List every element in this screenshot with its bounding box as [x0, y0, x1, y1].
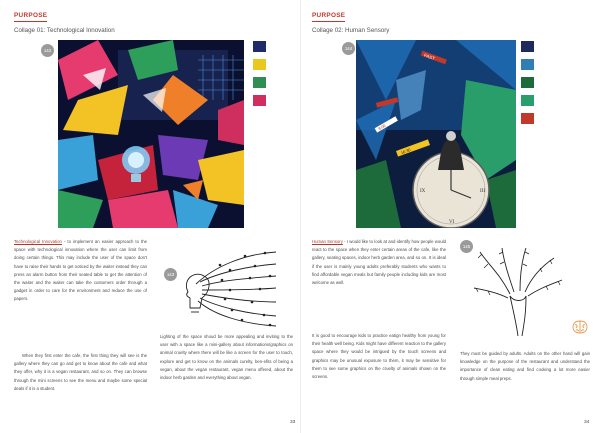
svg-text:VI: VI: [449, 220, 455, 225]
brain-icon: [572, 320, 588, 334]
color-swatch: [521, 95, 534, 106]
roots-sketch: [470, 244, 570, 340]
collage-badge-right: 144: [342, 42, 355, 55]
color-swatch: [521, 77, 534, 88]
left-paragraph-3: Lighting of the space shoud be more appealing and inviting to the user with a space like a mini-gallery about informations/graphics on animal cruelty where there will be like a screen for the user to touch, explore and get to know on the animals curelty, ben-efits of being a vegan, about the vegan restaurant, vegan menu offered, about the indoor herb garden and everything about vegan.: [160, 334, 293, 381]
left-heading-underline: [14, 21, 47, 22]
right-page-heading: PURPOSE: [312, 12, 346, 19]
left-page-heading: PURPOSE: [14, 12, 48, 19]
color-swatch: [253, 77, 266, 88]
collage-text-bit: 8:00: [377, 122, 387, 132]
right-paragraph-1-body: - I would like to look at and identify how people would react to the space when they enter certain areas of the cafe, like the gallery, seating spaces, indoor herb garden area, and so on. It is ideal if the user is mainly young adults preferably students who wants to find affordable vegan meals but family people including kids are most welcome as well.: [312, 239, 446, 286]
illustration-badge-right: 145: [460, 240, 473, 253]
collage-text-bit: 16:30: [400, 147, 412, 156]
illustration-badge-left: 143: [164, 268, 177, 281]
right-page-subtitle: Collage 02: Human Sensory: [312, 27, 390, 34]
right-heading-underline: [312, 21, 345, 22]
right-paragraph-3: They must be guided by adults. Adults on the other hand will gain knowledge on the purpose of the restaurant and understand the importance of clean eating and find cooking a lot more easier through simple meal preps.: [460, 351, 590, 381]
color-swatch: [253, 95, 266, 106]
color-swatch: [253, 59, 266, 70]
left-paragraph-1-lead: Technological Innovation: [14, 239, 62, 244]
right-paragraph-1-lead: Human Sensory: [312, 239, 343, 244]
left-paragraph-2: When they first enter the cafe, the first thing they will see is the gallery where they can go and get to know about the cafe and what they offer, why it is a vegan restaurant, and so on. They can browse through the mini screens to see the menu and maybe some special deals if it is a student.: [14, 353, 147, 391]
collage-text-bit: FAST: [423, 52, 436, 62]
left-paragraph-1-body: - to implement an easier approach to the space with technological innovation where the user can limit from doing certain things. This may include the user of the space don't have to raise their hands to get noticed by the waiter instead they can press an alarm button from their seated table to get the attention of the waiter and the waiter can take the customers order through a gadget in order to care for the environment and reduce the use of papers.: [14, 239, 147, 302]
lightbulb-sketch: [160, 246, 280, 330]
color-swatch: [521, 41, 534, 52]
page-gutter: [300, 0, 301, 433]
svg-text:IX: IX: [420, 189, 426, 194]
svg-text:III: III: [480, 189, 485, 194]
color-swatch: [253, 41, 266, 52]
left-paragraph-1: [14, 238, 147, 304]
color-swatch: [521, 113, 534, 124]
collage-human-sensory: [356, 40, 516, 228]
left-page-subtitle: Collage 01: Technological Innovation: [14, 27, 115, 34]
right-paragraph-1: [312, 238, 446, 287]
collage-technological-innovation: [58, 40, 244, 228]
collage-badge-left: 142: [41, 44, 54, 57]
color-swatch: [521, 59, 534, 70]
page-number-right: 34: [584, 420, 590, 425]
page-number-left: 33: [290, 420, 296, 425]
right-paragraph-2: It is good to encourage kids to practice eatign healthy from young for their health well being. Kids might have different reaction to the gallery space where they would be intrigued by the touch screens and graphics may be unusual exposure to them, it may be sensitive for them to see some graphics on the cruelty of animals shown on the screens.: [312, 333, 446, 380]
